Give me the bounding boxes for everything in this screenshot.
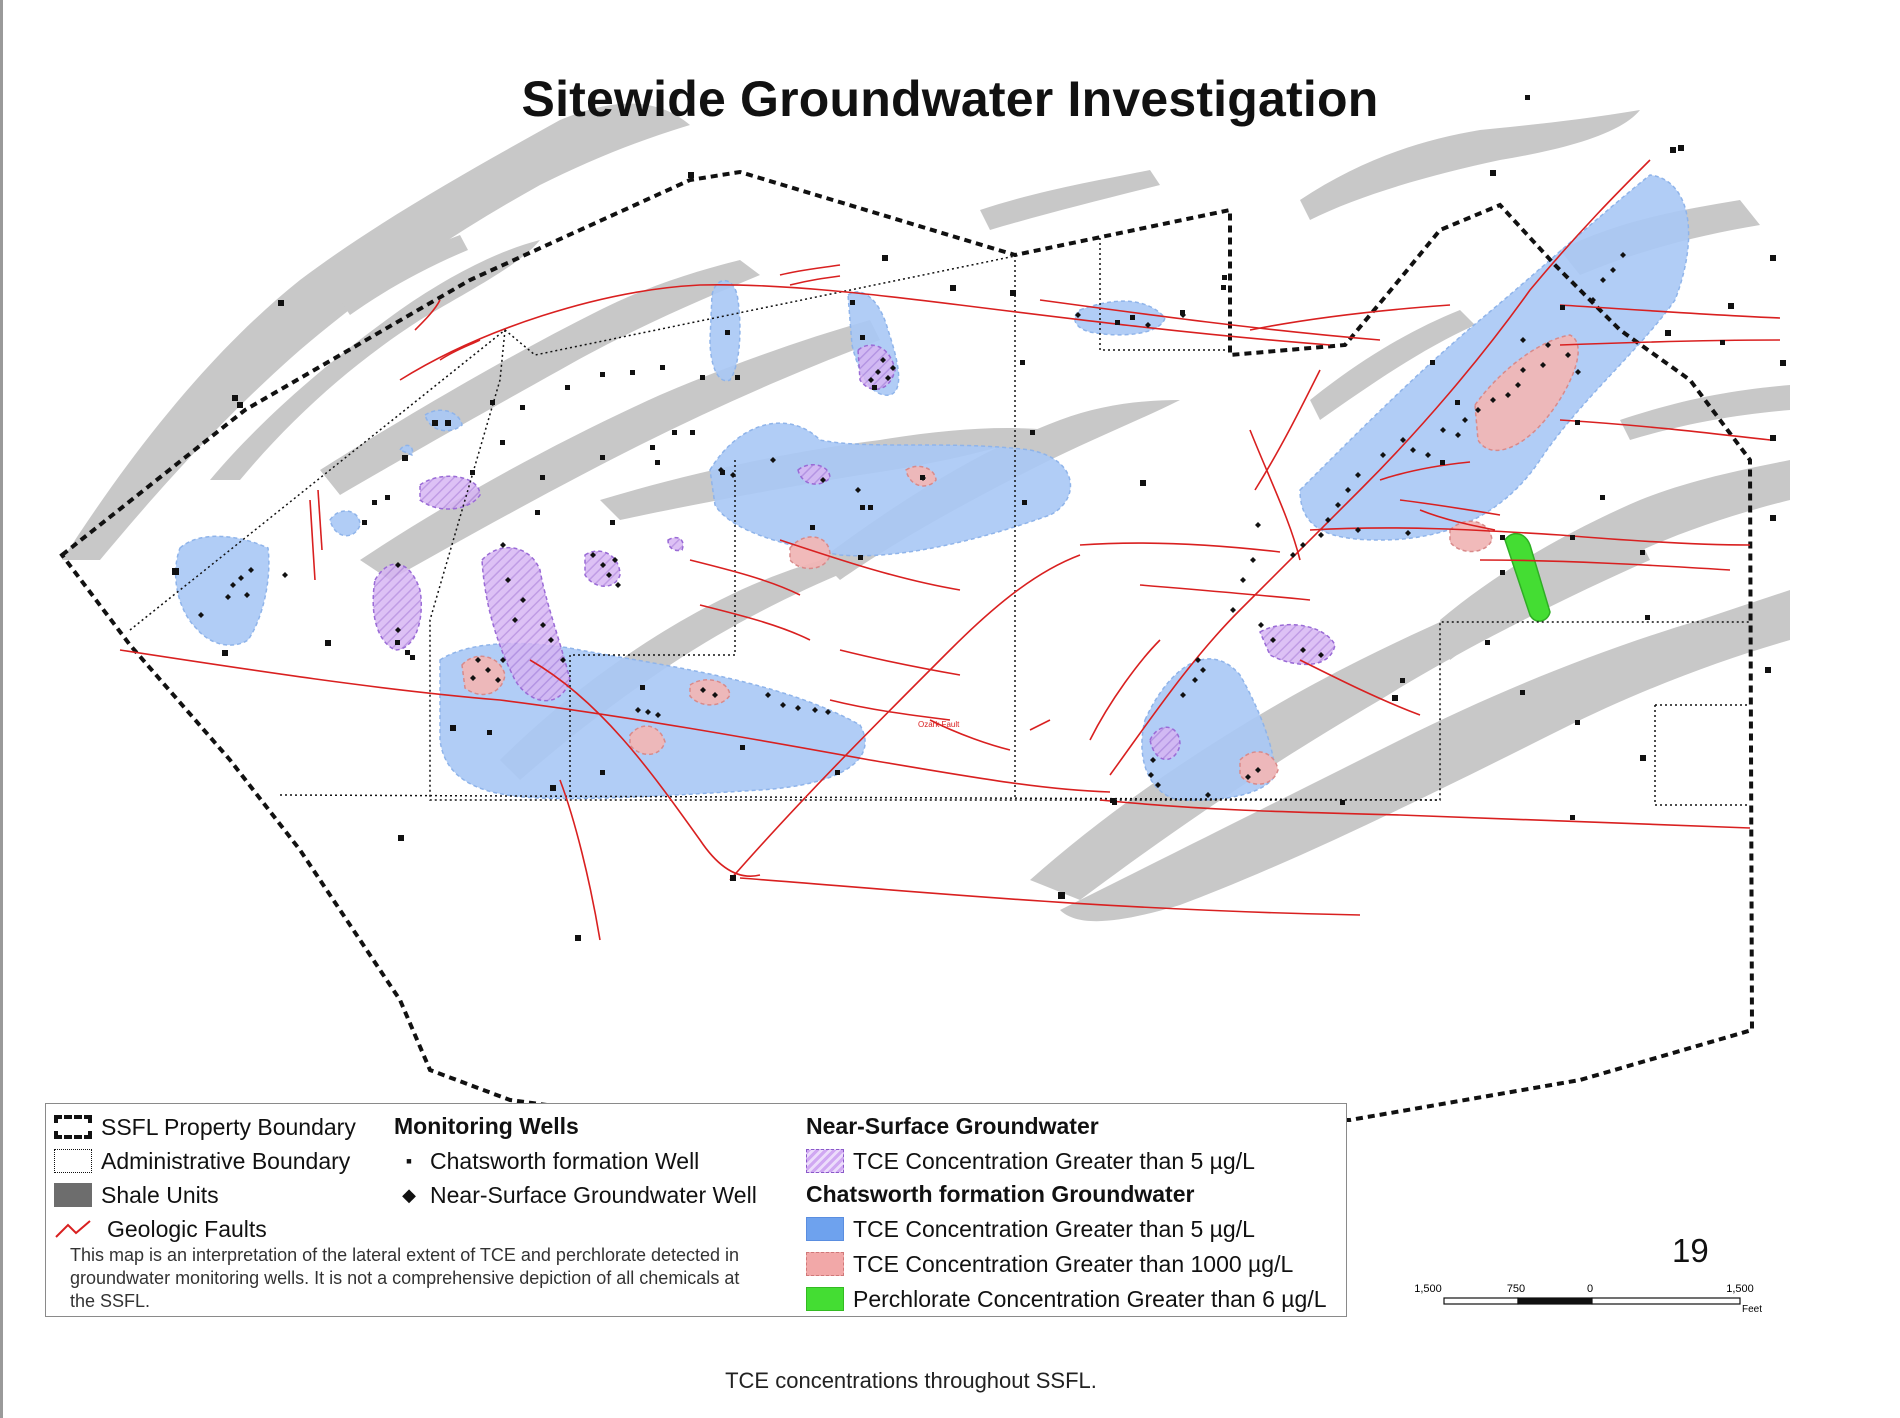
well [1765, 667, 1771, 673]
well [1678, 145, 1684, 151]
plume [1300, 175, 1689, 540]
fault-line-icon [54, 1217, 98, 1241]
fault [1080, 543, 1280, 552]
well [690, 430, 695, 435]
well [402, 455, 408, 461]
well [688, 172, 694, 178]
legend-item-property-boundary [54, 1112, 356, 1142]
fault [840, 650, 960, 675]
scale-label: 0 [1586, 1283, 1594, 1295]
scale-segment [1592, 1298, 1740, 1304]
square-bullet-icon: ▪ [405, 1150, 413, 1171]
well [487, 730, 492, 735]
well [1455, 400, 1460, 405]
legend-label: Perchlorate Concentration Greater than 6 µg/L [853, 1285, 1327, 1312]
well [1665, 330, 1671, 336]
near-surface-heading: Near-Surface Groundwater [806, 1113, 1099, 1139]
well [405, 650, 410, 655]
well [398, 835, 404, 841]
fault [1140, 585, 1310, 600]
legend [45, 1103, 1347, 1317]
fault-label: Ozark Fault [918, 720, 960, 729]
well [615, 582, 621, 588]
legend-label: Shale Units [101, 1181, 219, 1208]
well [630, 370, 635, 375]
fault [790, 276, 840, 285]
well [1400, 678, 1405, 683]
well [1022, 500, 1027, 505]
well [860, 335, 865, 340]
well [655, 460, 660, 465]
well [1130, 315, 1135, 320]
well [540, 475, 545, 480]
well [1500, 535, 1505, 540]
well [450, 725, 456, 731]
well [835, 770, 840, 775]
legend-label: TCE Concentration Greater than 5 µg/L [853, 1147, 1255, 1174]
well [730, 875, 736, 881]
well [1230, 607, 1236, 613]
well [222, 650, 228, 656]
scale-label: 750 [1506, 1283, 1526, 1295]
well [1575, 720, 1580, 725]
property-boundary-swatch [54, 1115, 92, 1139]
scale-bar [1414, 1280, 1780, 1330]
perchlorate-swatch [806, 1287, 844, 1311]
well [810, 525, 815, 530]
plume [585, 551, 620, 586]
caption: TCE concentrations throughout SSFL. [725, 1368, 1097, 1393]
legend-item-chatsworth-well [398, 1146, 699, 1176]
well [1485, 640, 1490, 645]
legend-label: Geologic Faults [107, 1215, 267, 1242]
well [1430, 360, 1435, 365]
plume [790, 537, 830, 569]
well [640, 685, 645, 690]
well [1720, 340, 1725, 345]
shale-units-swatch [54, 1183, 92, 1207]
well [232, 395, 238, 401]
administrative-boundary-swatch [54, 1149, 92, 1173]
well [490, 400, 495, 405]
well [1570, 535, 1575, 540]
plume [373, 564, 421, 650]
plume [330, 511, 360, 536]
well [1058, 892, 1065, 899]
diamond-bullet-icon: ◆ [402, 1184, 416, 1205]
legend-label: Administrative Boundary [101, 1147, 351, 1174]
well [1770, 255, 1776, 261]
well [520, 405, 525, 410]
well [1140, 480, 1146, 486]
legend-item-chatsworth-tce-5 [806, 1214, 1255, 1244]
well [410, 655, 415, 660]
well [325, 640, 331, 646]
well [1770, 435, 1776, 441]
fault [1250, 430, 1300, 560]
well [1392, 695, 1398, 701]
fault [1030, 720, 1050, 730]
well [1340, 800, 1345, 805]
well [575, 935, 581, 941]
well [445, 420, 451, 426]
well [1500, 570, 1505, 575]
well [1440, 460, 1445, 465]
well [600, 372, 605, 377]
near-surface-tce-swatch [806, 1149, 844, 1173]
legend-item-near-surface-tce-5 [806, 1146, 1255, 1176]
well [1010, 290, 1016, 296]
well [1115, 320, 1120, 325]
well [872, 385, 877, 390]
well [950, 285, 956, 291]
well [372, 500, 377, 505]
admin-boundary [1655, 705, 1750, 805]
legend-note: This map is an interpretation of the lateral extent of TCE and perchlorate detected in groundwater monitoring wells. It is not a comprehensive depiction of all chemicals at the SSFL. [70, 1245, 740, 1311]
plume [176, 536, 269, 645]
scale-segment [1518, 1298, 1592, 1304]
well [860, 505, 865, 510]
well [470, 470, 475, 475]
legend-item-chatsworth-tce-1000 [806, 1249, 1293, 1279]
shale-band [980, 170, 1160, 230]
plume [710, 281, 740, 381]
scale-segment [1444, 1298, 1518, 1304]
scale-unit: Feet [1742, 1304, 1763, 1315]
shale-band [1620, 385, 1790, 440]
fault [310, 500, 315, 580]
well [1780, 360, 1786, 366]
well [735, 375, 740, 380]
fault [440, 340, 480, 360]
well [672, 430, 677, 435]
well [282, 572, 288, 578]
well [1258, 622, 1264, 628]
well [1222, 275, 1227, 280]
well [858, 555, 863, 560]
well [660, 365, 665, 370]
fault [1250, 305, 1450, 330]
legend-label: SSFL Property Boundary [101, 1113, 356, 1140]
well [1318, 532, 1324, 538]
well [600, 770, 605, 775]
map-title: Sitewide Groundwater Investigation [521, 71, 1379, 127]
well [395, 640, 400, 645]
legend-item-administrative-boundary [54, 1146, 350, 1176]
well [1670, 147, 1676, 153]
well [385, 495, 390, 500]
monitoring-wells-heading: Monitoring Wells [394, 1113, 579, 1139]
well [610, 520, 615, 525]
well [650, 445, 655, 450]
legend-label: Near-Surface Groundwater Well [430, 1181, 757, 1208]
well [172, 568, 179, 575]
well [1255, 522, 1261, 528]
page-number: 19 [1672, 1232, 1709, 1269]
well [1221, 285, 1226, 290]
fault [560, 780, 600, 940]
well [535, 510, 540, 515]
scale-label: 1,500 [1414, 1283, 1442, 1295]
legend-label: TCE Concentration Greater than 5 µg/L [853, 1215, 1255, 1242]
chatsworth-tce-1000-swatch [806, 1252, 844, 1276]
well [1640, 755, 1646, 761]
well [550, 785, 556, 791]
well [1645, 615, 1650, 620]
well [700, 375, 705, 380]
well [1640, 550, 1645, 555]
well [1520, 690, 1525, 695]
well [1020, 360, 1025, 365]
well [1240, 577, 1246, 583]
chatsworth-tce-5-swatch [806, 1217, 844, 1241]
fault [1255, 370, 1320, 490]
well [600, 455, 605, 460]
well [1300, 542, 1306, 548]
well [500, 440, 505, 445]
well [1030, 430, 1035, 435]
legend-item-perchlorate [806, 1284, 1327, 1314]
legend-item-geologic-faults [54, 1214, 267, 1244]
legend-item-near-surface-well [398, 1180, 757, 1210]
legend-label: TCE Concentration Greater than 1000 µg/L [853, 1250, 1294, 1277]
well [1575, 420, 1580, 425]
legend-label: Chatsworth formation Well [430, 1147, 700, 1174]
plume [668, 538, 683, 551]
well [725, 330, 730, 335]
fault [318, 490, 322, 550]
plume [1260, 625, 1335, 665]
well [1250, 557, 1256, 563]
well [362, 520, 367, 525]
well [237, 402, 243, 408]
well [850, 300, 855, 305]
legend-item-shale-units [54, 1180, 219, 1210]
scale-label: 1,500 [1726, 1283, 1754, 1295]
well [1290, 552, 1296, 558]
well [1728, 303, 1734, 309]
well [1560, 305, 1565, 310]
well [740, 745, 745, 750]
well [1570, 815, 1575, 820]
fault [780, 265, 840, 275]
well [432, 420, 438, 426]
well [1112, 800, 1117, 805]
well [882, 255, 888, 261]
well [278, 300, 284, 306]
chatsworth-heading: Chatsworth formation Groundwater [806, 1181, 1195, 1207]
well [1770, 515, 1776, 521]
well [565, 385, 570, 390]
well [500, 542, 506, 548]
well [868, 505, 873, 510]
well [1490, 170, 1496, 176]
well [1600, 495, 1605, 500]
